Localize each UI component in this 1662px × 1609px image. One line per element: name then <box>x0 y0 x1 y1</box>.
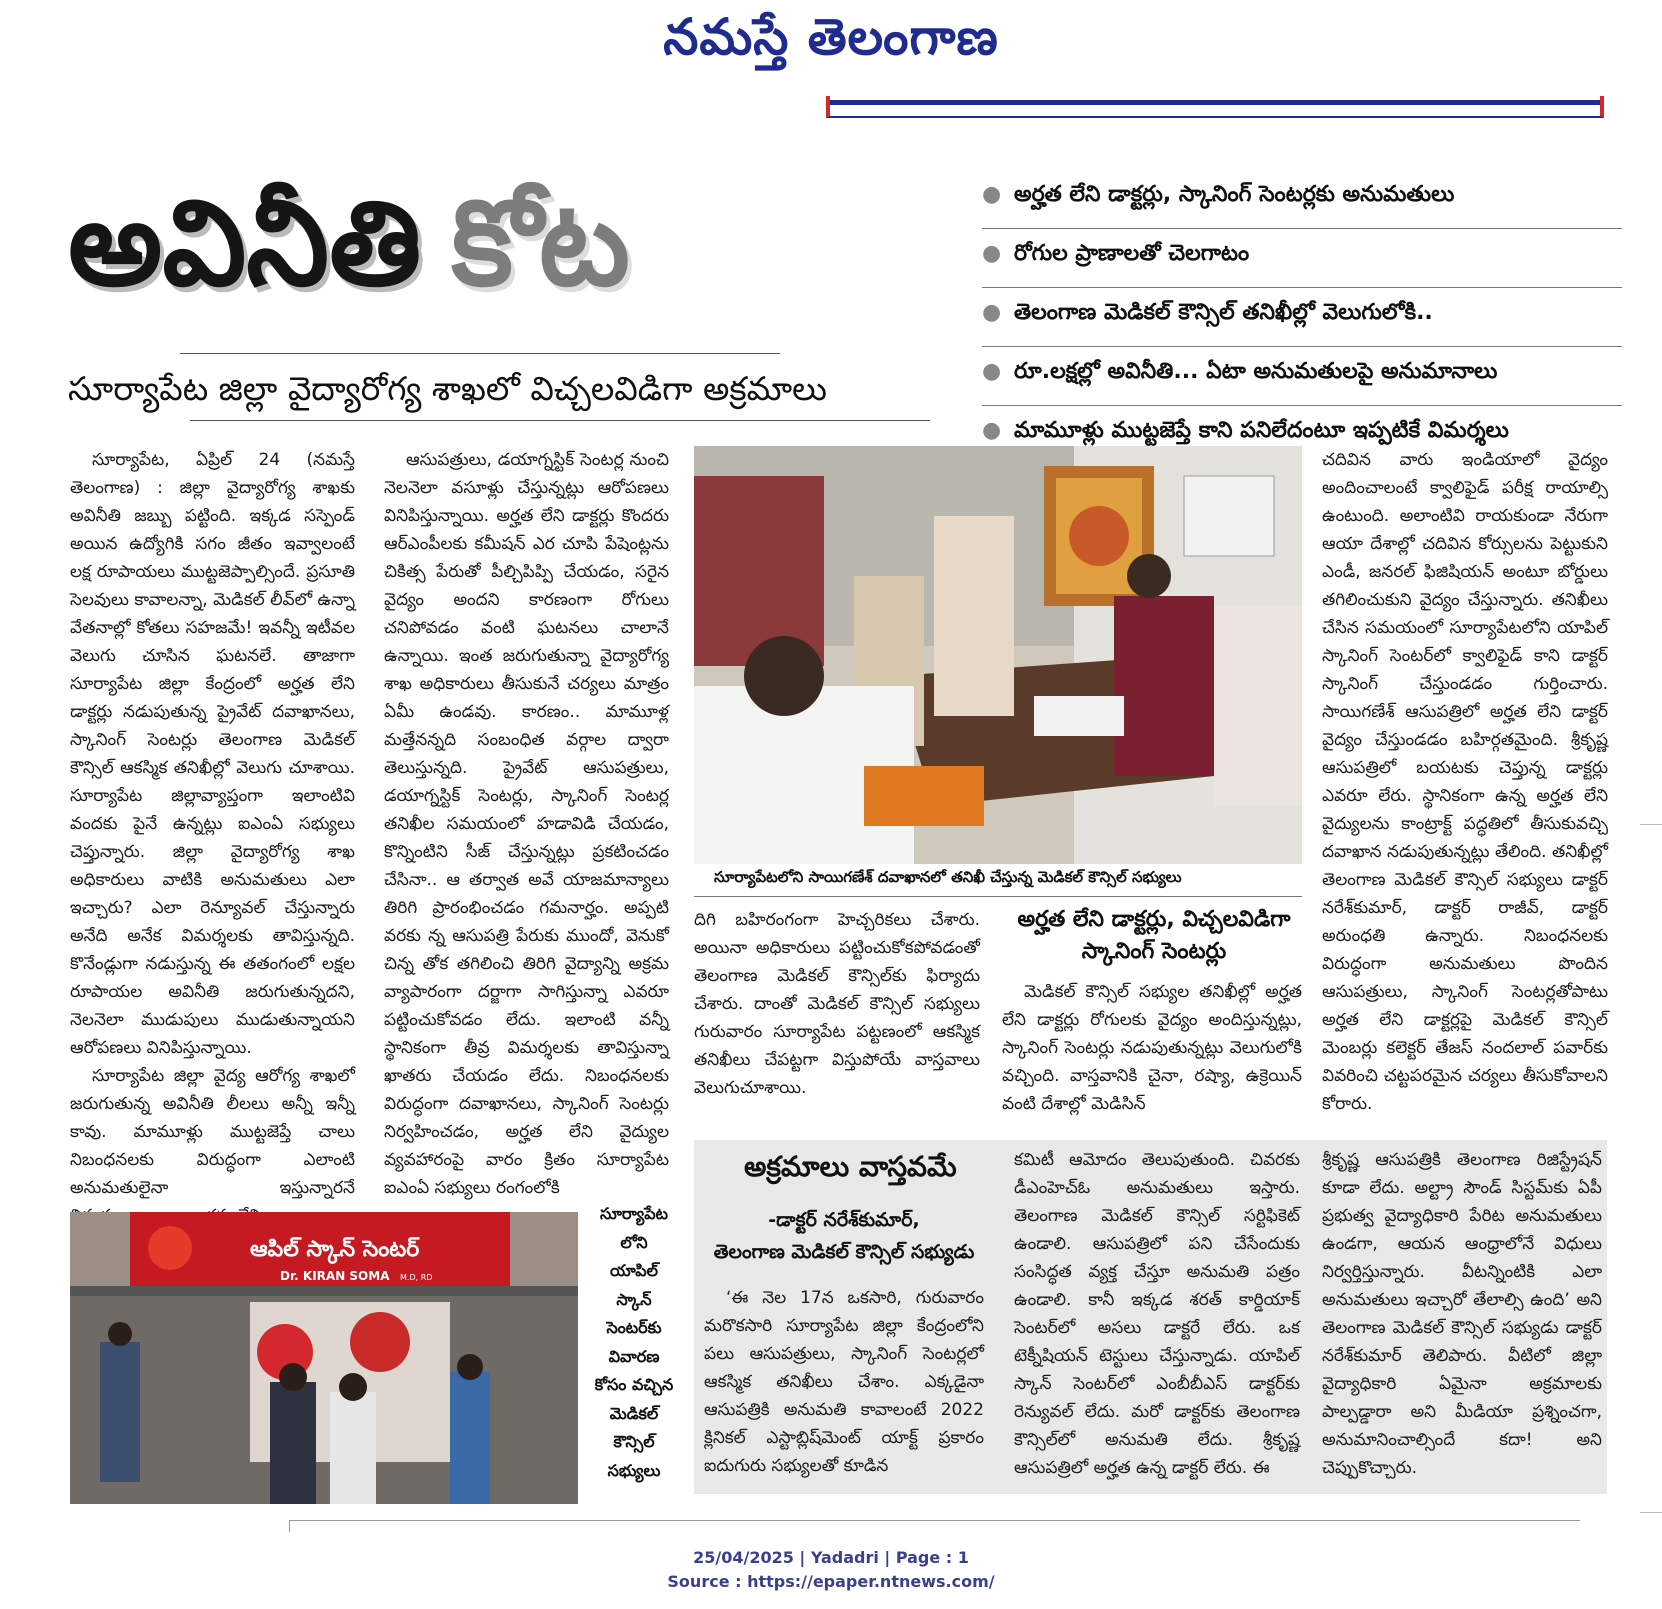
photo-illustration <box>70 1212 578 1504</box>
footer-rule <box>290 1520 1580 1521</box>
footer-edition-info: 25/04/2025 | Yadadri | Page : 1 <box>693 1548 969 1567</box>
bullet-dot-icon: ● <box>982 241 1002 266</box>
divider <box>694 896 1302 897</box>
divider <box>190 420 930 421</box>
paragraph: ఆసుపత్రులు, డయాగ్నస్టిక్ సెంటర్ల నుంచి నెలనెలా వసూళ్లు చేస్తున్నట్లు ఆరోపణలు వినిపిస్తున్నాయి. అర్హత లేని డాక్టర్లు కొందరు ఆర్ఎంపీలకు కమీషన్ ఎర చూపి పేషెంట్లను చికిత్స పేరుతో పీల్చిపిప్పి చేయడం, సరైన వైద్యం అందని కారణంగా రోగులు చనిపోవడం వంటి ఘటనలు చాలానే ఉన్నాయి. ఇంత జరుగుతున్నా వైద్యారోగ్య శాఖ అధికారులు తీసుకునే చర్యలు మాత్రం ఏమీ ఉండవు. కారణం.. మామూళ్ల మత్తేనన్నది సంబంధిత వర్గాల ద్వారా తెలుస్తున్నది. ప్రైవేట్ ఆసుపత్రులు, డయాగ్నస్టిక్ సెంటర్లు, స్కానింగ్ సెంటర్ల తనిఖీల సమయంలో హడావిడి చేయడం, కొన్నింటిని సీజ్ చేస్తున్నట్లు ప్రకటించడం చేసినా.. ఆ తర్వాత అవే యాజమాన్యాలు తిరిగి ప్రారంభించడం గమనార్హం. అప్పటి వరకు న్న ఆసుపత్రి పేరుకు ముందో, వెనుకో చిన్న తోక తగిలించి తిరిగి వైద్యాన్ని అక్రమ వ్యాపారంగా దర్జాగా సాగిస్తున్నా ఎవరూ పట్టించుకోవడం లేదు. ఇలాంటి వన్నీ స్థానికంగా తీవ్ర విమర్శలకు తావిస్తున్నా ఖాతరు చేయడం లేదు. నిబంధనలకు విరుద్ధంగా దవాఖానలు, స్కానింగ్ సెంటర్లు నిర్వహించడం, అర్హత లేని వైద్యుల వ్యవహారంపై వారం క్రితం సూర్యాపేట ఐఎంఏ సభ్యులు రంగంలోకి <box>384 450 669 1198</box>
paragraph: దిగి బహిరంగంగా హెచ్చరికలు చేశారు. అయినా అధికారులు పట్టించుకోకపోవడంతో తెలంగాణ మెడికల్ కౌన్సిల్‌కు ఫిర్యాదు చేశారు. దాంతో మెడికల్ కౌన్సిల్ సభ్యులు గురువారం సూర్యాపేట పట్టణంలో ఆకస్మిక తనిఖీలు చేపట్టగా విస్తుపోయే వాస్తవాలు వెలుగుచూశాయి. <box>694 910 980 1098</box>
section-subheading: అర్హత లేని డాక్టర్లు, విచ్చలవిడిగా స్కానింగ్ సెంటర్లు <box>1017 907 1291 964</box>
headline-part2: కోట <box>451 174 630 312</box>
photo-medical-council-inspection <box>694 446 1302 864</box>
photo-caption: సూర్యాపేటలోని సాయిగణేశ్ దవాఖానలో తనిఖీ చేస్తున్న మెడికల్ కౌన్సిల్ సభ్యులు <box>714 868 1182 886</box>
article-column-2 <box>384 446 669 1204</box>
box-byline: -డాక్టర్ నరేశ్‌కుమార్, తెలంగాణ మెడికల్ కౌన్సిల్ సభ్యుడు <box>713 1209 975 1263</box>
article-column-1 <box>70 446 355 1198</box>
paragraph: సూర్యాపేట, ఏప్రిల్ 24 (నమస్తే తెలంగాణ) : జిల్లా వైద్యారోగ్య శాఖకు అవినీతి జబ్బు పట్టింది. ఇక్కడ సస్పెండ్ అయిన ఉద్యోగికి సగం జీతం ఇవ్వాలంటే లక్ష రూపాయలు ముట్టజెప్పాల్సిందే. ప్రసూతి సెలవులు కావాలన్నా, మెడికల్ లీవ్‌లో ఉన్నా వేతనాల్లో కోతలు సహజమే! ఇవన్నీ ఇటీవల వెలుగు చూసిన ఘటనలే. తాజాగా సూర్యాపేట జిల్లా కేంద్రంలో అర్హత లేని డాక్టర్లు నడుపుతున్న ప్రైవేట్ దవాఖానలు, స్కానింగ్ సెంటర్లు తెలంగాణ మెడికల్ కౌన్సిల్ ఆకస్మిక తనిఖీల్లో వెలుగు చూశాయి. సూర్యాపేట జిల్లావ్యాప్తంగా ఇలాంటివి వందకు పైనే ఉన్నట్లు ఐఎంఏ సభ్యులు చెప్తున్నారు. జిల్లా వైద్యారోగ్య శాఖ అధికారులు వాటికి అనుమతులు ఎలా ఇచ్చారు? ఎలా రెన్యూవల్ చేస్తున్నారు అనేది అనేక విమర్శలకు తావిస్తున్నది. కొనేండ్లుగా నడుస్తున్న ఈ తతంగంలో లక్షల రూపాయల అవినీతి జరుగుతున్నదని, నెలనెలా ముడుపులు ముడుతున్నాయని ఆరోపణలు వినిపిస్తున్నాయి. <box>70 450 355 1058</box>
footer-rule <box>289 1520 290 1532</box>
sign-doctor: Dr. KIRAN SOMA <box>280 1269 390 1283</box>
box-column-2 <box>1014 1146 1300 1486</box>
bullet-item: ● మామూళ్లు ముట్టజెప్తే కాని పనిలేదంటూ ఇప్పటికే విమర్శలు <box>982 416 1622 464</box>
headline-part1: అవినీతి <box>68 174 422 312</box>
article-column-4 <box>1002 978 1302 1118</box>
margin-mark <box>1640 1512 1662 1513</box>
bullet-dot-icon: ● <box>982 182 1002 207</box>
bullet-item: ● రూ.లక్షల్లో అవినీతి... ఏటా అనుమతులపై అనుమానాలు <box>982 357 1622 406</box>
photo-apple-scan-center <box>70 1212 578 1504</box>
bullet-dot-icon: ● <box>982 300 1002 325</box>
photo-side-caption: సూర్యాపేట లోని యాపిల్ స్కాన్ సెంటర్‌కు వివారణ కోసం వచ్చిన మెడికల్ కౌన్సిల్ సభ్యులు <box>594 1204 674 1480</box>
sign-text: ఆపిల్ స్కాన్ సెంటర్ <box>250 1237 420 1262</box>
sign-degree: M.D, RD <box>400 1273 433 1282</box>
sidebar-box <box>694 1140 1607 1494</box>
subheadline: సూర్యాపేట జిల్లా వైద్యారోగ్య శాఖలో విచ్చలవిడిగా అక్రమాలు <box>68 369 827 408</box>
bullet-item: ● తెలంగాణ మెడికల్ కౌన్సిల్ తనిఖీల్లో వెలుగులోకి.. <box>982 298 1622 347</box>
bullet-item: ● రోగుల ప్రాణాలతో చెలగాటం <box>982 239 1622 288</box>
photo-illustration <box>694 446 1302 864</box>
bullet-list <box>982 180 1622 474</box>
footer-source[interactable]: Source : https://epaper.ntnews.com/ <box>667 1572 995 1591</box>
paragraph: మెడికల్ కౌన్సిల్ సభ్యుల తనిఖీల్లో అర్హత లేని డాక్టర్లు రోగులకు వైద్యం అందిస్తున్నట్లు, స్కానింగ్ సెంటర్లు నడుపుతున్నట్లు వెలుగులోకి వచ్చింది. వాస్తవానికి చైనా, రష్యా, ఉక్రెయిన్ వంటి దేశాల్లో మెడిసిన్ <box>1002 982 1302 1114</box>
margin-mark <box>1640 824 1662 825</box>
paragraph: ‘ఈ నెల 17న ఒకసారి, గురువారం మరొకసారి సూర్యాపేట జిల్లా కేంద్రంలోని పలు ఆసుపత్రులు, స్కానింగ్ సెంటర్లలో ఆకస్మిక తనిఖీలు చేశాం. ఎక్కడైనా ఆసుపత్రికి అనుమతి కావాలంటే 2022 క్లినికల్ ఎస్టాబ్లిష్‌మెంట్ యాక్ట్ ప్రకారం ఐదుగురు సభ్యులతో కూడిన <box>704 1288 984 1476</box>
divider <box>180 353 780 354</box>
bullet-dot-icon: ● <box>982 359 1002 384</box>
box-column-3 <box>1322 1146 1602 1486</box>
paragraph: కమిటీ ఆమోదం తెలుపుతుంది. చివరకు డీఎంహెచ్ఓ అనుమతులు ఇస్తారు. తెలంగాణ మెడికల్ కౌన్సిల్ సర్టిఫికెట్ ఉండాలి. ఆసుపత్రిలో పని చేసేందుకు సంసిద్ధత వ్యక్త చేస్తూ అనుమతి పత్రం ఉండాలి. కానీ ఇక్కడ శరత్ కార్డియాక్ సెంటర్‌లో అసలు డాక్టరే లేరు. ఒక టెక్నీషియన్ టెస్టులు చేస్తున్నాడు. యాపిల్ స్కాన్ సెంటర్‌లో ఎంబీబీఎస్ డాక్టర్‌కు రెన్యువల్ లేదు. మరో డాక్టర్‌కు తెలంగాణ కౌన్సిల్‌లో అనుమతి లేదు. శ్రీకృష్ణ ఆసుపత్రిలో అర్హత ఉన్న డాక్టర్ లేరు. ఈ <box>1014 1150 1300 1478</box>
box-title: అక్రమాలు వాస్తవమే <box>744 1150 957 1183</box>
header-rule-blue <box>830 100 1600 105</box>
box-column-1 <box>704 1284 984 1484</box>
paragraph: శ్రీకృష్ణ ఆసుపత్రికి తెలంగాణ రిజిస్ట్రేషన్ కూడా లేదు. అల్ట్రా సౌండ్ సిస్టమ్‌కు ఏపీ ప్రభుత్వ వైద్యాధికారి పేరిట అనుమతులు ఉండగా, ఆయన ఆంధ్రాలోనే విధులు నిర్వర్తిస్తున్నారు. వీటన్నింటికి ఎలా అనుమతులు ఇచ్చారో తేలాల్సి ఉంది’ అని తెలంగాణ మెడికల్ కౌన్సిల్ సభ్యుడు డాక్టర్ నరేశ్‌కుమార్ తెలిపారు. వీటిలో జిల్లా వైద్యాధికారి ఏమైనా అక్రమాలకు పాల్పడ్డారా అని మీడియా ప్రశ్నించగా, అనుమానించాల్సిందే కదా! అని చెప్పుకొచ్చారు. <box>1322 1150 1602 1478</box>
paragraph: సూర్యాపేట జిల్లా వైద్య ఆరోగ్య శాఖలో జరుగుతున్న అవినీతి లీలలు అన్నీ ఇన్నీ కావు. మామూళ్లు ముట్టజెప్తే చాలు నిబంధనలకు విరుద్ధంగా ఎలాంటి అనుమతులైనా ఇస్తున్నారనే <box>70 1066 355 1198</box>
masthead-logo: నమస్తే తెలంగాణ <box>663 8 999 66</box>
bullet-item: ● అర్హత లేని డాక్టర్లు, స్కానింగ్ సెంటర్లకు అనుమతులు <box>982 180 1622 229</box>
article-column-3 <box>694 906 980 1102</box>
headline <box>68 168 630 318</box>
paragraph: చదివిన వారు ఇండియాలో వైద్యం అందించాలంటే క్వాలిఫైడ్ పరీక్ష రాయాల్సి ఉంటుంది. అలాంటివి రాయకుండా నేరుగా ఆయా దేశాల్లో చదివిన కోర్సులను పెట్టుకుని ఎండీ, జనరల్ ఫిజిషియన్ అంటూ బోర్డులు తగిలించుకుని వైద్యం చేస్తున్నారు. తనిఖీలు చేసిన సమయంలో సూర్యాపేటలోని యాపిల్ స్కానింగ్ సెంటర్‌లో క్వాలిఫైడ్ కాని డాక్టర్ స్కానింగ్ చేస్తుండడం గుర్తించారు. సాయిగణేశ్ ఆసుపత్రిలో అర్హత లేని డాక్టర్ వైద్యం చేస్తుండడం బహిర్గతమైంది. శ్రీకృష్ణ ఆసుపత్రిలో బయటకు చెప్తున్న డాక్టర్లు ఎవరూ లేరు. స్థానికంగా ఉన్న అర్హత లేని వైద్యులను కాంట్రాక్ట్ పద్ధతిలో తీసుకువచ్చి దవాఖాన నడుపుతున్నట్లు తేలింది. తనిఖీల్లో తెలంగాణ మెడికల్ కౌన్సిల్ సభ్యులు డాక్టర్ నరేశ్‌కుమార్, డాక్టర్ రాజీవ్, డాక్టర్ అరుంధతి ఉన్నారు. నిబంధనలకు విరుద్ధంగా అనుమతులు పొందిన ఆసుపత్రులు, స్కానింగ్ సెంటర్లతోపాటు అర్హత లేని డాక్టర్లపై మెడికల్ కౌన్సిల్ మెంబర్లు కలెక్టర్ తేజస్ నందలాల్ పవార్‌కు వివరించి చట్టపరమైన చర్యలు తీసుకోవాలని కోరారు. <box>1322 450 1608 1114</box>
bullet-dot-icon: ● <box>982 418 1002 443</box>
article-column-5 <box>1322 446 1608 1118</box>
